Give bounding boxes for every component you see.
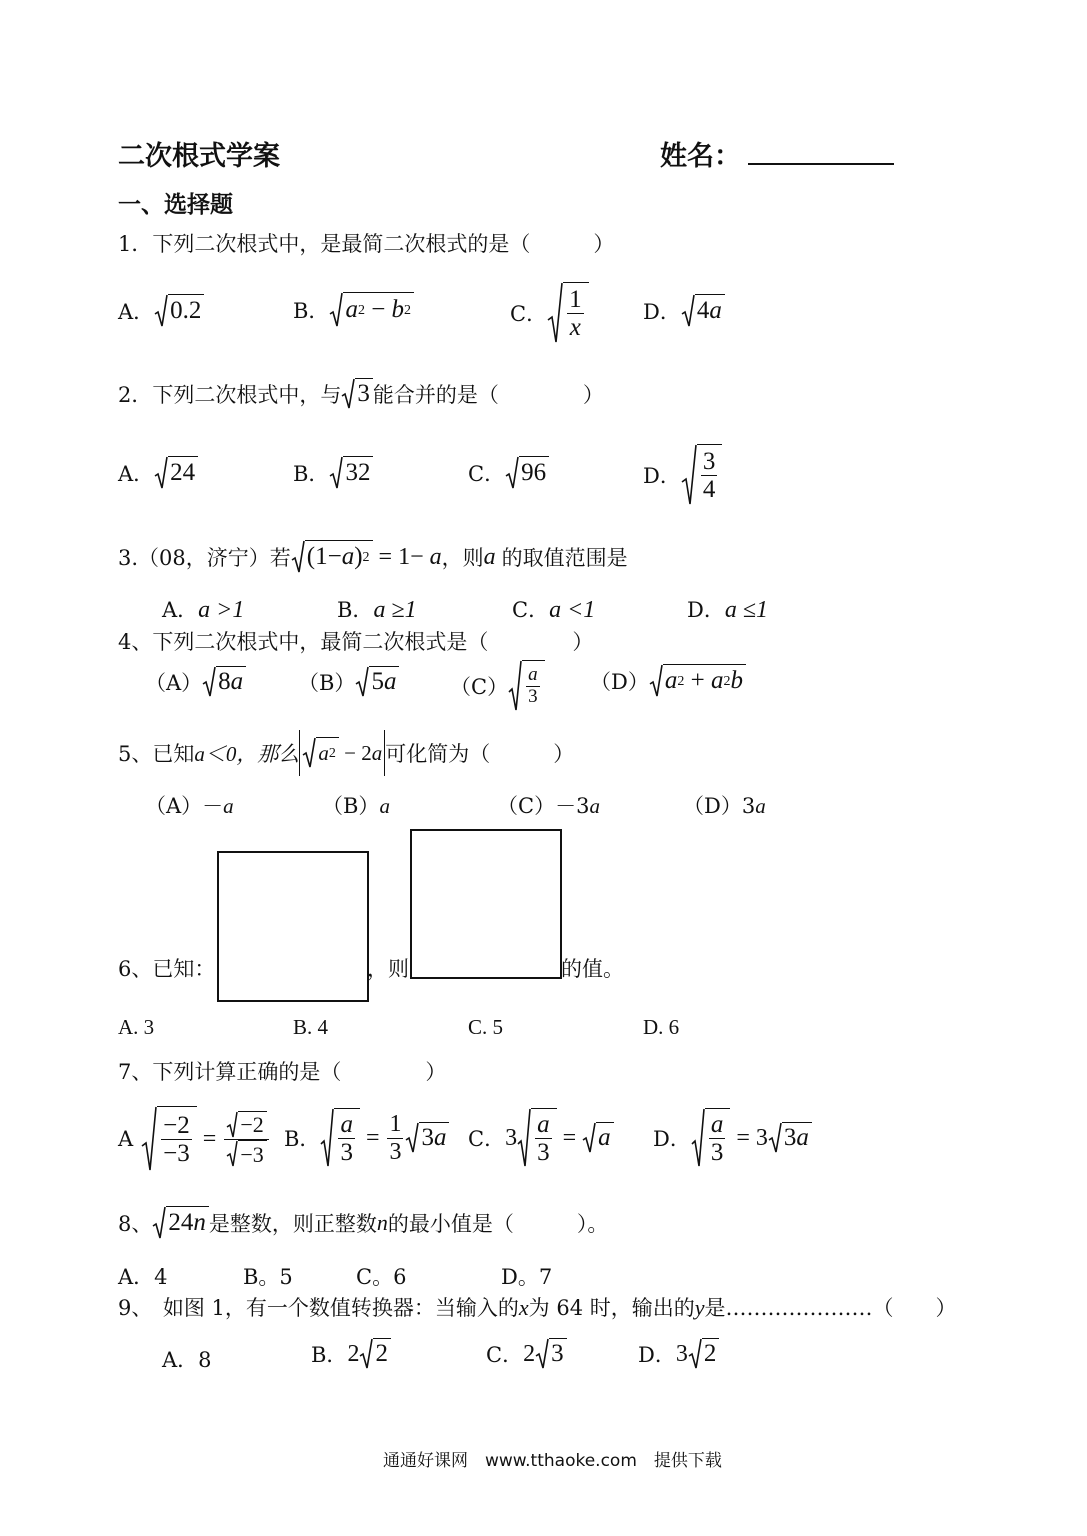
q3-option-c[interactable]: C．a <1 [512,597,596,623]
q6-stem-a: 6、已知： [118,957,216,981]
q1-option-a[interactable]: A． 0.2 [118,294,204,328]
q4-option-d[interactable]: （D） a 2 + a 2 b [590,664,746,698]
q8-option-d[interactable]: D。7 [501,1265,553,1289]
sqrt-icon: 8 a [202,666,246,698]
q7-option-b[interactable]: B． $\frac{a}{3}$ = $\frac{1}{3}$ 3 a [284,1108,449,1168]
sqrt-icon: a 2 [302,737,339,769]
q3-option-a[interactable]: A．a >1 [162,597,245,623]
q9-option-d[interactable]: D． 3 2 [638,1338,719,1370]
formula-image-placeholder-2 [410,829,562,979]
sqrt-icon: 32 [329,456,373,490]
q1-stem: 1．下列二次根式中，是最简二次根式的是（ ） [118,232,615,256]
q4-option-a[interactable]: （A） 8 a [145,666,246,698]
q7-stem: 7、下列计算正确的是（ ） [118,1060,447,1084]
name-label: 姓名： [660,141,741,172]
q6-option-d[interactable]: D. 6 [643,1015,680,1039]
q5-option-d[interactable]: （D）3a [683,794,766,818]
q6-stem-b: ，则 [367,957,409,981]
formula-image-placeholder-1 [217,851,369,1002]
sqrt-icon: 2 [359,1338,391,1370]
sqrt-icon: $\frac{a}{3}$ [320,1108,360,1168]
q7-option-d[interactable]: D． $\frac{a}{3}$ = 3 3 a [653,1108,812,1168]
q1-option-c[interactable]: C． $\frac{1}{x}$ [510,282,589,344]
q5-option-b[interactable]: （B）a [322,794,390,818]
q8-option-a[interactable]: A．4 [118,1265,168,1289]
q3-option-d[interactable]: D．a ≤1 [687,597,769,623]
sqrt-icon: a 2 − b 2 [329,292,414,328]
q3-stem: 3.（08，济宁）若 (1− a ) 2 = 1− a ，则 a 的取值范围是 [118,540,628,574]
q1-option-b[interactable]: B． a 2 − b 2 [293,292,414,328]
q2-option-a[interactable]: A． 24 [118,456,198,490]
sqrt-icon: $\frac{-2}{-3}$ [141,1106,197,1172]
page-title: 二次根式学案 [118,141,280,172]
sqrt-icon: 2 [688,1338,720,1370]
q9-option-a[interactable]: A．8 [162,1348,212,1372]
absolute-value: a 2 − 2a [299,730,385,776]
q9-stem: 9、 如图 1，有一个数值转换器：当输入的x为 64 时，输出的y是…………………（ ） [118,1295,957,1320]
q2-stem: 2．下列二次根式中，与 3 能合并的是（ ） [118,378,604,410]
sqrt-icon: $\frac{a}{3}$ [508,660,545,712]
sqrt-icon: 5 a [355,666,399,698]
q4-stem: 4、下列二次根式中，最简二次根式是（ ） [118,630,594,654]
sqrt-icon: 96 [505,456,549,490]
sqrt-icon: 3 [341,378,373,410]
section-heading: 一、选择题 [118,191,233,218]
q8-stem: 8、 24 n 是整数，则正整数 n 的最小值是（ ）。 [118,1206,608,1240]
q2-option-b[interactable]: B． 32 [293,456,373,490]
sqrt-icon: $\frac{1}{x}$ [547,282,589,344]
sqrt-icon: 3 a [405,1122,449,1154]
q3-option-b[interactable]: B．a ≥1 [337,597,417,623]
q5-option-a[interactable]: （A）－a [145,794,234,818]
q2-option-d[interactable]: D． $\frac{3}{4}$ [643,444,722,506]
sqrt-icon: $\frac{a}{3}$ [691,1108,731,1168]
q4-option-c[interactable]: （C） $\frac{a}{3}$ [450,660,545,712]
q5-option-c[interactable]: （C）－3a [497,794,600,818]
sqrt-icon: $\frac{3}{4}$ [681,444,723,506]
q4-option-b[interactable]: （B） 5 a [298,666,399,698]
q5-stem: 5、已知 a＜0，那么 a 2 − 2a 可化简为（ ） [118,730,574,776]
q6-option-a[interactable]: A. 3 [118,1015,155,1039]
footer-text: 通通好课网 www.tthaoke.com 提供下载 [383,1451,722,1471]
name-blank[interactable] [748,133,894,165]
sqrt-icon: −2 [226,1111,266,1139]
sqrt-icon: 24 n [152,1206,209,1240]
sqrt-icon: 4 a [681,294,725,328]
sqrt-icon: 3 [535,1338,567,1370]
q8-option-b[interactable]: B。5 [243,1265,293,1289]
q9-option-c[interactable]: C． 2 3 [486,1338,567,1370]
q6-stem-c: 的值。 [561,957,624,981]
sqrt-icon: (1− a ) 2 [291,540,373,574]
sqrt-icon: a 2 + a 2 b [649,664,746,698]
q1-option-d[interactable]: D． 4 a [643,294,725,328]
sqrt-icon: $\frac{a}{3}$ [517,1108,557,1168]
q7-option-c[interactable]: C． 3 $\frac{a}{3}$ = a [468,1108,614,1168]
sqrt-icon: 24 [154,456,198,490]
q7-option-a[interactable]: A $\frac{-2}{-3}$ = $\frac{-2}{-3}$ [118,1106,271,1172]
sqrt-icon: 0.2 [154,294,204,328]
q2-option-c[interactable]: C． 96 [468,456,549,490]
q8-option-c[interactable]: C。6 [356,1265,407,1289]
q9-option-b[interactable]: B． 2 2 [311,1338,391,1370]
q6-option-c[interactable]: C. 5 [468,1015,504,1039]
sqrt-icon: −3 [226,1140,266,1168]
q6-option-b[interactable]: B. 4 [293,1015,329,1039]
sqrt-icon: 3 a [768,1122,812,1154]
sqrt-icon: a [582,1122,614,1154]
